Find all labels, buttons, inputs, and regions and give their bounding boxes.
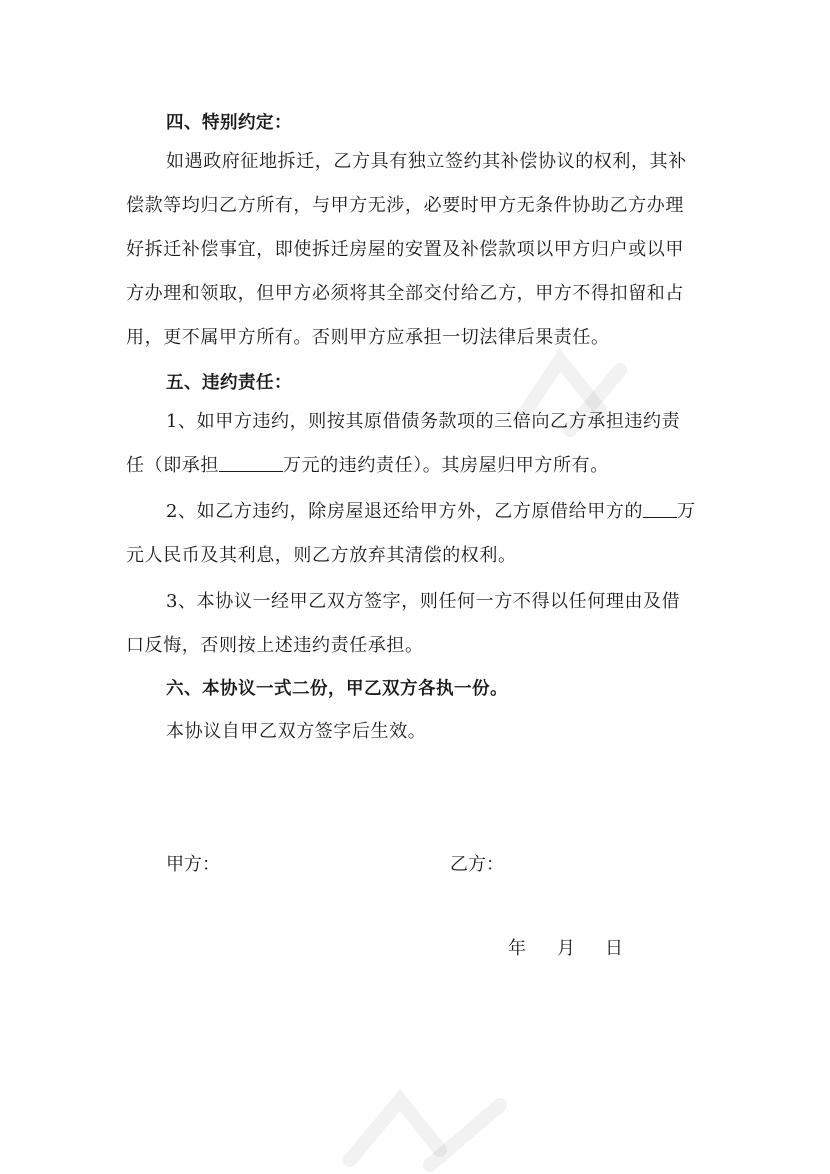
- date-year-label: 年: [508, 938, 526, 959]
- section6-body: 本协议自甲乙双方签字后生效。: [166, 721, 427, 742]
- breach-item-2-line1: [126, 490, 696, 534]
- date-month-label: 月: [557, 938, 575, 959]
- date-day-label: 日: [605, 938, 623, 959]
- watermark-mark-icon: [500, 330, 640, 450]
- breach-item-1-line1: 1、如甲方违约，则按其原借债务款项的三倍向乙方承担违约责: [166, 411, 681, 432]
- breach-item-3-line1: 3、本协议一经甲乙双方签字，则任何一方不得以任何理由及借: [166, 591, 681, 612]
- section4-line: 用，更不属甲方所有。否则甲方应承担一切法律后果责任。: [126, 327, 610, 348]
- breach-item-1-suffix: 万元的违约责任）。其房屋归甲方所有。: [283, 455, 609, 476]
- breach-item-2: [126, 490, 696, 578]
- watermark-mark-icon: [330, 1080, 530, 1174]
- party-b-signature-label: 乙方：: [450, 854, 504, 875]
- section4-paragraph: [126, 140, 687, 360]
- party-a-signature-label: 甲方：: [166, 854, 220, 875]
- breach-item-1-line2: [126, 444, 632, 488]
- section6-heading: 六、本协议一式二份，甲乙双方各执一份。: [166, 679, 508, 699]
- breach-item-2-prefix: 2、如乙方违约，除房屋退还给甲方外，乙方原借给甲方的: [166, 501, 644, 522]
- section4-heading: 四、特别约定：: [166, 113, 292, 133]
- breach-item-2-suffix: 万: [677, 501, 696, 522]
- breach-item-1-prefix: 任（即承担: [126, 455, 219, 476]
- section4-line: 偿款等均归乙方所有，与甲方无涉，必要时甲方无条件协助乙方办理: [126, 195, 684, 216]
- section5-heading: 五、违约责任：: [166, 373, 292, 393]
- amount-blank-1: [219, 455, 283, 472]
- breach-item-2-line2: 元人民币及其利息，则乙方放弃其清偿的权利。: [126, 545, 517, 566]
- breach-item-3-line2: 口反悔，否则按上述违约责任承担。: [126, 635, 424, 656]
- section4-line: 好拆迁补偿事宜，即使拆迁房屋的安置及补偿款项以甲方归户或以甲: [126, 239, 684, 260]
- breach-item-3: [126, 580, 681, 668]
- amount-blank-2: [643, 501, 677, 518]
- section4-line: 如遇政府征地拆迁，乙方具有独立签约其补偿协议的权利，其补: [166, 151, 687, 172]
- section4-line: 方办理和领取，但甲方必须将其全部交付给乙方，甲方不得扣留和占: [126, 283, 684, 304]
